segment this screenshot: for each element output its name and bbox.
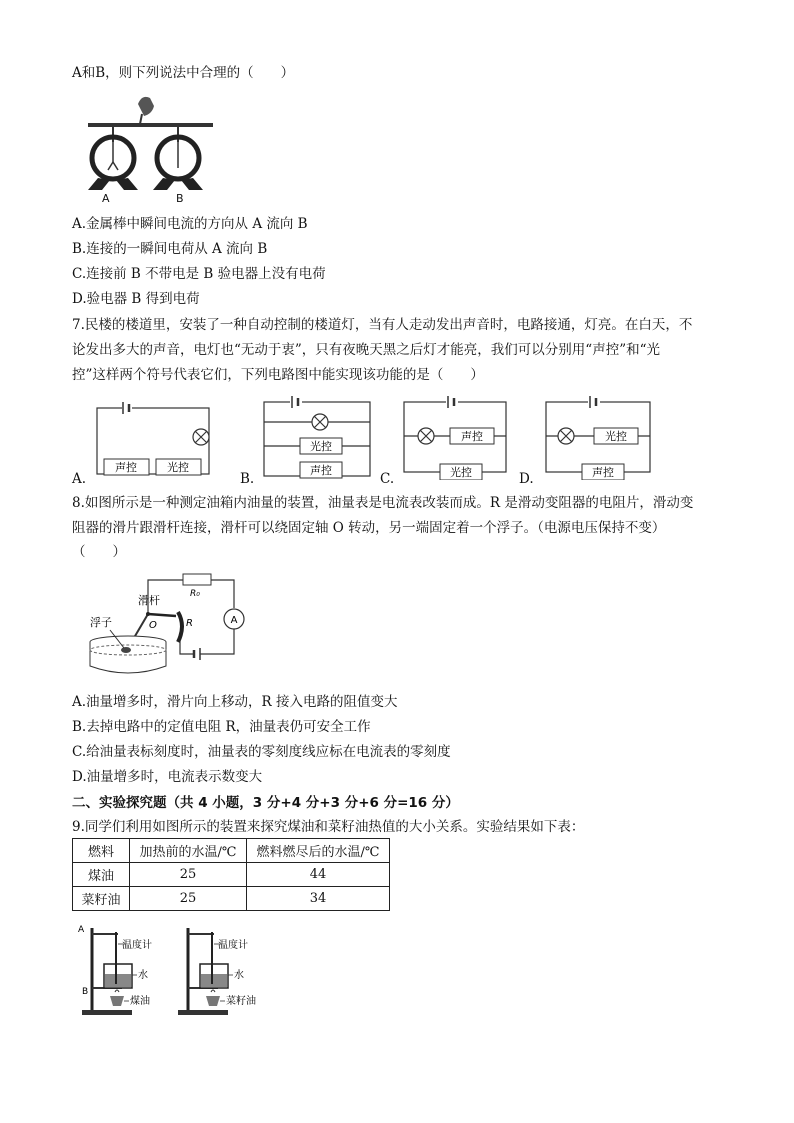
label-rod: 滑杆 (138, 594, 160, 607)
q8-stem-line3: （ ） (72, 544, 126, 560)
q8-option-b: B.去掉电路中的定值电阻 R，油量表仍可安全工作 (72, 719, 371, 735)
q8-stem-line1: 8.如图所示是一种测定油箱内油量的装置，油量表是电流表改装而成。R 是滑动变阻器的电阻片，滑动变 (72, 495, 694, 511)
q6-option-c: C.连接前 B 不带电是 B 验电器上没有电荷 (72, 266, 326, 282)
oil-gauge-figure (88, 570, 248, 682)
q7-stem-line3: 控”这样两个符号代表它们，下列电路图中能实现该功能的是（ ） (72, 367, 484, 383)
fig-label-a: A (102, 192, 110, 205)
circuit-a (96, 400, 214, 480)
label-b: B (82, 987, 89, 997)
q9-stem: 9.同学们利用如图所示的装置来探究煤油和菜籽油热值的大小关系。实验结果如下表： (72, 819, 585, 835)
label-fuel-1: 煤油 (130, 996, 150, 1007)
q8-stem-line2: 阻器的滑片跟滑杆连接，滑杆可以绕固定轴 O 转动，另一端固定着一个浮子。（电源电压保持不变） (72, 520, 666, 536)
circuit-c-box1: 声控 (461, 430, 483, 443)
label-meter: A (230, 615, 238, 626)
label-a: A (78, 925, 85, 935)
table-row (73, 863, 390, 887)
q7-stem-line2: 论发出多大的声音，电灯也“无动于衷”，只有夜晚天黑之后灯才能亮，我们可以分别用“声控”和“光 (72, 342, 661, 358)
table-header-cell: 燃料 (73, 839, 130, 863)
heating-apparatus-figure (78, 922, 278, 1018)
circuit-a-letter: A. (72, 471, 87, 487)
table-header-cell: 加热前的水温/℃ (130, 839, 247, 863)
label-float: 浮子 (90, 616, 112, 629)
table-row (73, 887, 390, 911)
circuit-c-box2: 光控 (450, 466, 472, 479)
circuit-b-box1: 光控 (310, 440, 332, 453)
circuit-c (402, 396, 510, 480)
circuit-c-letter: C. (380, 471, 395, 487)
label-thermometer-2: 温度计 (218, 940, 248, 951)
circuit-b (262, 396, 374, 480)
q6-stem-tail: A和B，则下列说法中合理的（ ） (72, 65, 295, 81)
table-cell: 44 (247, 863, 390, 887)
q6-option-a: A.金属棒中瞬间电流的方向从 A 流向 B (72, 216, 308, 232)
table-cell: 34 (247, 887, 390, 911)
circuit-d-letter: D. (519, 471, 534, 487)
label-water-2: 水 (234, 970, 244, 981)
results-table (72, 838, 390, 911)
table-cell: 25 (130, 863, 247, 887)
label-thermometer-1: 温度计 (122, 940, 152, 951)
label-r0: R₀ (190, 589, 200, 599)
q8-option-a: A.油量增多时，滑片向上移动，R 接入电路的阻值变大 (72, 694, 398, 710)
table-header-row (73, 839, 390, 863)
circuit-b-box2: 声控 (310, 464, 332, 477)
label-o: O (149, 620, 157, 631)
circuit-a-box1: 声控 (115, 461, 137, 474)
table-cell: 25 (130, 887, 247, 911)
circuit-d-box1: 光控 (605, 430, 627, 443)
table-cell: 煤油 (73, 863, 130, 887)
label-r: R (186, 618, 193, 629)
table-header-cell: 燃料燃尽后的水温/℃ (247, 839, 390, 863)
q6-option-b: B.连接的一瞬间电荷从 A 流向 B (72, 241, 268, 257)
q8-option-c: C.给油量表标刻度时，油量表的零刻度线应标在电流表的零刻度 (72, 744, 451, 760)
table-cell: 菜籽油 (73, 887, 130, 911)
circuit-d (544, 396, 654, 480)
circuit-d-box2: 声控 (592, 466, 614, 479)
q7-stem-line1: 7.民楼的楼道里，安装了一种自动控制的楼道灯，当有人走动发出声音时，电路接通，灯亮。在白天，不 (72, 317, 693, 333)
section-heading: 二、实验探究题（共 4 小题，3 分+4 分+3 分+6 分=16 分） (72, 795, 459, 811)
label-fuel-2: 菜籽油 (226, 996, 256, 1007)
circuit-b-letter: B. (240, 471, 255, 487)
q8-option-d: D.油量增多时，电流表示数变大 (72, 769, 263, 785)
fig-label-b: B (176, 192, 184, 205)
circuit-a-box2: 光控 (167, 461, 189, 474)
electroscope-figure (78, 92, 218, 204)
q6-option-d: D.验电器 B 得到电荷 (72, 291, 200, 307)
label-water-1: 水 (138, 970, 148, 981)
